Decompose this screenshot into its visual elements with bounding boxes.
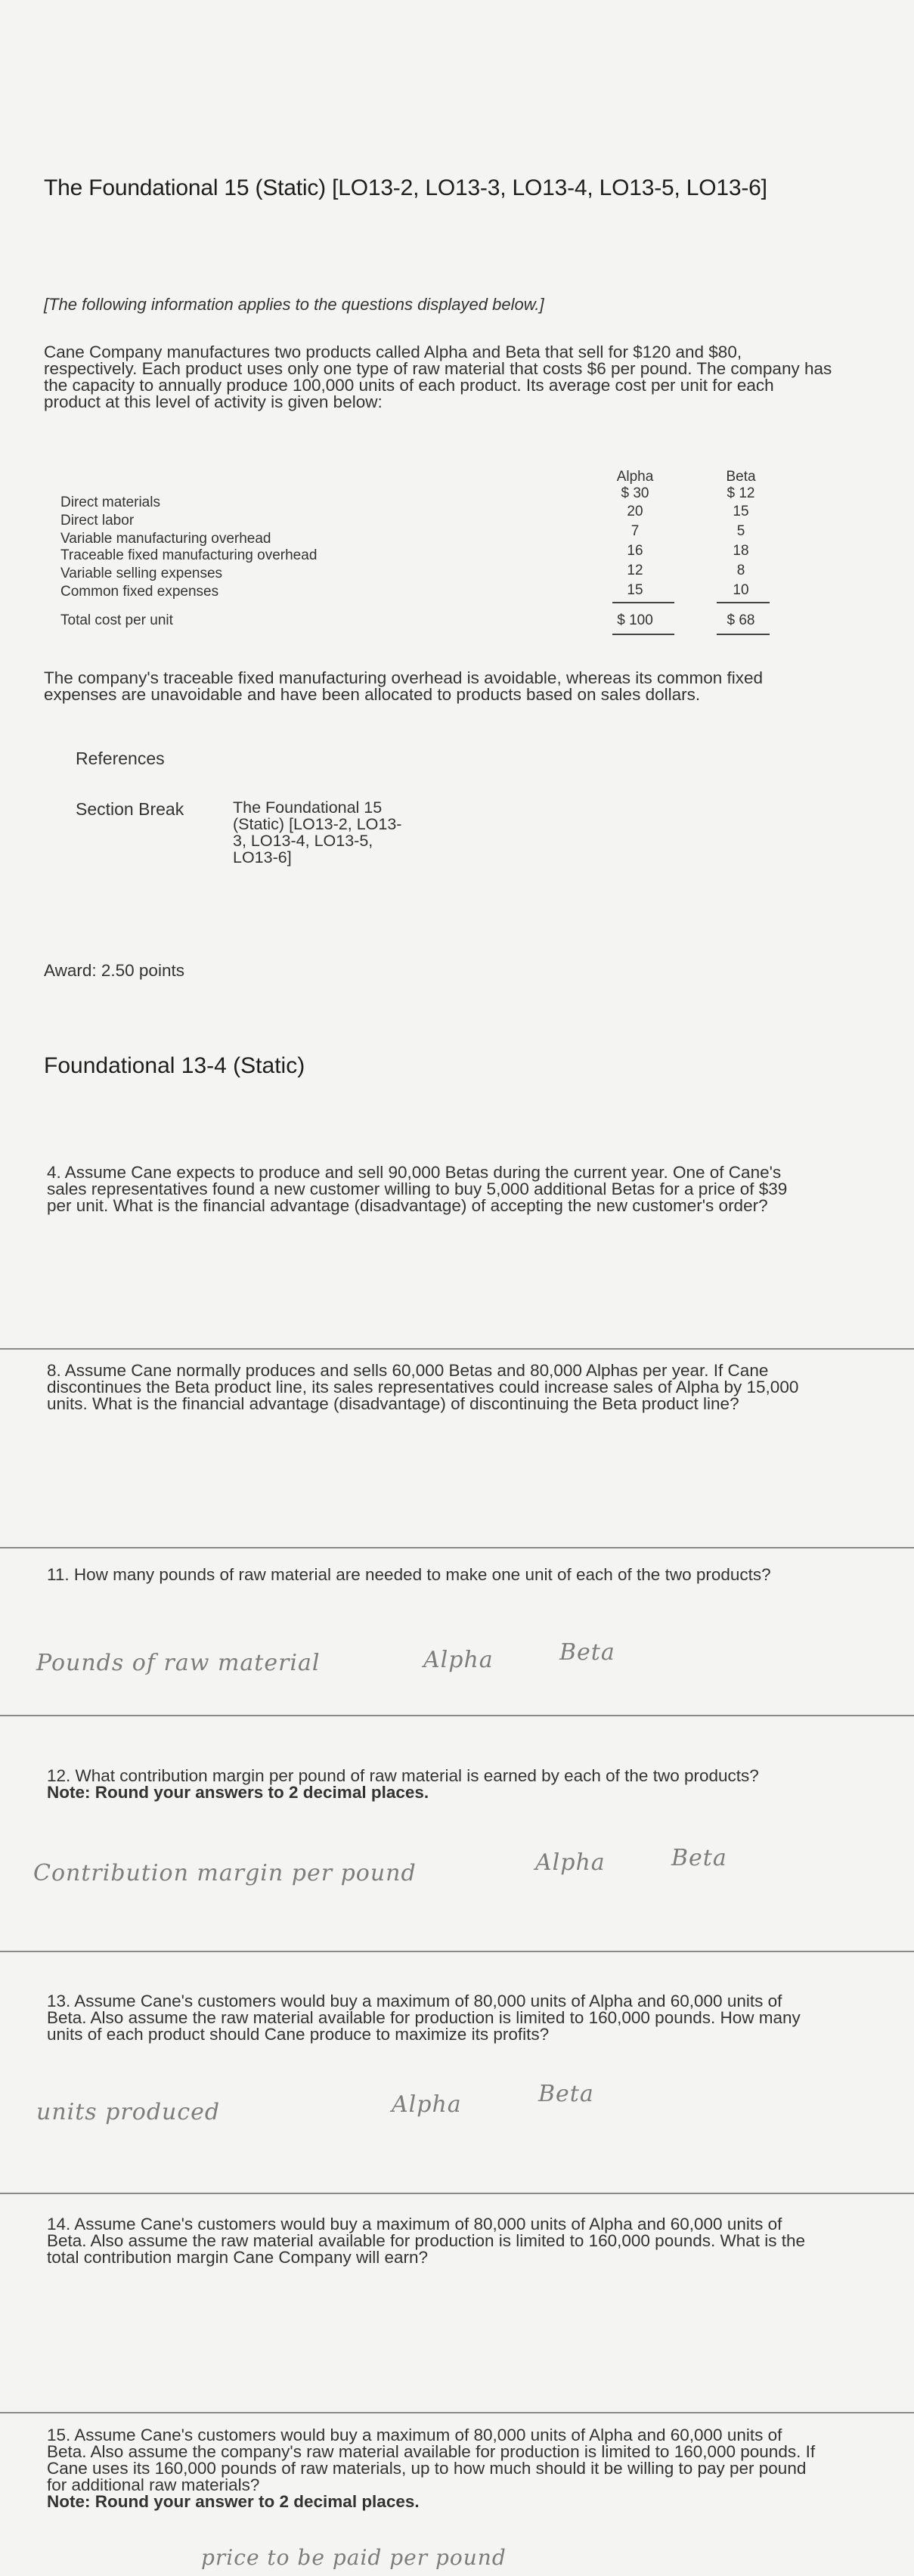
divider <box>0 1951 914 1952</box>
question-11 <box>47 1567 871 1583</box>
cost-row <box>60 543 749 563</box>
section-break-line: LO13-6] <box>233 848 292 866</box>
section-break-title <box>233 799 429 866</box>
subtotal-rule-alpha <box>612 602 674 603</box>
closing-line: expenses are unavoidable and have been allocated to products based on sales dollars. <box>44 685 701 704</box>
handwritten-q13-alpha: Alpha <box>392 2091 462 2118</box>
award-points: Award: 2.50 points <box>44 961 184 980</box>
cost-row-beta: 10 <box>733 582 749 598</box>
cost-row <box>60 582 749 602</box>
handwritten-q11-beta: Beta <box>559 1639 615 1666</box>
total-rule-beta <box>717 634 770 635</box>
question-line: 12. What contribution margin per pound of raw material is earned by each of the two products? <box>47 1766 759 1785</box>
question-8 <box>47 1362 871 1412</box>
handwritten-q12-beta: Beta <box>671 1845 727 1871</box>
divider <box>0 2412 914 2413</box>
col-alpha-header: Alpha <box>616 469 654 485</box>
question-line: Beta. Also assume the company's raw material available for production is limited to 160,000 pounds. If <box>47 2442 816 2461</box>
handwritten-q13-beta: Beta <box>538 2081 594 2107</box>
cost-row-alpha: 16 <box>627 543 643 559</box>
cost-row <box>60 504 749 529</box>
handwritten-q11-label: Pounds of raw material <box>36 1650 321 1676</box>
cost-row-label: Common fixed expenses <box>60 584 219 600</box>
intro-line: respectively. Each product uses only one type of raw material that costs $6 per pound. The company has <box>44 359 832 378</box>
cost-row-label: Variable selling expenses <box>60 566 223 581</box>
intro-line: the capacity to annually produce 100,000 units of each product. Its average cost per unit for each <box>44 376 774 395</box>
question-note: Note: Round your answers to 2 decimal places. <box>47 1783 429 1802</box>
handwritten-q13-label: units produced <box>36 2099 221 2125</box>
divider <box>0 2193 914 2194</box>
cost-row-label: Direct labor <box>60 513 135 529</box>
intro-note: [The following information applies to the questions displayed below.] <box>44 295 544 314</box>
intro-line: product at this level of activity is given below: <box>44 392 383 411</box>
cost-row-alpha: 20 <box>627 504 643 519</box>
cost-total-beta: $ 68 <box>727 612 755 628</box>
handwritten-q11-alpha: Alpha <box>423 1647 494 1673</box>
question-line: Cane uses its 160,000 pounds of raw materials, up to how much should it be willing to pay per pound <box>47 2459 807 2478</box>
section-break-line: (Static) [LO13-2, LO13- <box>233 815 402 833</box>
page-title: The Foundational 15 (Static) [LO13-2, LO13-3, LO13-4, LO13-5, LO13-6] <box>44 175 767 200</box>
question-line: for additional raw materials? <box>47 2475 260 2494</box>
cost-row-beta: 15 <box>733 504 749 519</box>
question-line: 8. Assume Cane normally produces and sells 60,000 Betas and 80,000 Alphas per year. If Cane <box>47 1361 769 1380</box>
question-15 <box>47 2427 871 2510</box>
question-13 <box>47 1993 871 2043</box>
divider <box>0 1547 914 1548</box>
cost-row <box>60 485 755 510</box>
question-line: 15. Assume Cane's customers would buy a maximum of 80,000 units of Alpha and 60,000 units of <box>47 2426 782 2444</box>
question-note: Note: Round your answer to 2 decimal places. <box>47 2492 420 2511</box>
question-4 <box>47 1164 871 1214</box>
question-line: discontinues the Beta product line, its sales representatives could increase sales of Alpha by 15,000 <box>47 1378 799 1396</box>
cost-total-row <box>60 612 755 632</box>
cost-row-label: Traceable fixed manufacturing overhead <box>60 547 318 563</box>
question-14 <box>47 2216 871 2266</box>
handwritten-q12-alpha: Alpha <box>535 1849 606 1876</box>
question-line: 14. Assume Cane's customers would buy a maximum of 80,000 units of Alpha and 60,000 units of <box>47 2215 782 2233</box>
cost-row-alpha: $ 30 <box>621 485 649 501</box>
cost-row-beta: 18 <box>733 543 749 559</box>
cost-row-beta: 8 <box>736 563 745 578</box>
cost-row <box>60 563 745 582</box>
cost-row-beta: 5 <box>736 523 745 539</box>
subtotal-rule-beta <box>717 602 770 603</box>
section-break-line: The Foundational 15 <box>233 798 383 817</box>
question-12 <box>47 1768 871 1801</box>
cost-row <box>60 523 745 547</box>
section-subtitle: Foundational 13-4 (Static) <box>44 1053 305 1078</box>
cost-total-label: Total cost per unit <box>60 612 173 628</box>
cost-row-alpha: 15 <box>627 582 643 598</box>
question-line: 13. Assume Cane's customers would buy a maximum of 80,000 units of Alpha and 60,000 units of <box>47 1992 782 2010</box>
question-line: 11. How many pounds of raw material are needed to make one unit of each of the two products? <box>47 1565 771 1584</box>
handwritten-q12-label: Contribution margin per pound <box>33 1860 417 1886</box>
question-line: total contribution margin Cane Company will earn? <box>47 2248 429 2267</box>
intro-line: Cane Company manufactures two products called Alpha and Beta that sell for $120 and $80, <box>44 343 742 361</box>
closing-line: The company's traceable fixed manufacturing overhead is avoidable, whereas its common fixed <box>44 668 764 687</box>
intro-paragraph <box>44 344 883 411</box>
question-line: units. What is the financial advantage (disadvantage) of discontinuing the Beta product line? <box>47 1394 739 1413</box>
total-rule-alpha <box>612 634 674 635</box>
cost-row-beta: $ 12 <box>727 485 755 501</box>
question-line: units of each product should Cane produce to maximize its profits? <box>47 2025 550 2044</box>
section-break-line: 3, LO13-4, LO13-5, <box>233 832 373 850</box>
divider <box>0 1715 914 1716</box>
question-line: per unit. What is the financial advantage (disadvantage) of accepting the new customer's order? <box>47 1196 768 1215</box>
question-line: 4. Assume Cane expects to produce and sell 90,000 Betas during the current year. One of Cane's <box>47 1163 782 1182</box>
cost-row-alpha: 7 <box>631 523 640 539</box>
question-line: Beta. Also assume the raw material available for production is limited to 160,000 pounds. What is the <box>47 2231 806 2250</box>
handwritten-q15-label: price to be paid per pound <box>201 2545 507 2570</box>
question-line: sales representatives found a new customer willing to buy 5,000 additional Betas for a price of $39 <box>47 1180 788 1198</box>
cost-row-alpha: 12 <box>627 563 643 578</box>
cost-total-alpha: $ 100 <box>617 612 653 628</box>
section-break-label: Section Break <box>76 799 184 819</box>
closing-paragraph <box>44 670 845 703</box>
cost-row-label: Direct materials <box>60 494 160 510</box>
cost-row-label: Variable manufacturing overhead <box>60 531 271 547</box>
question-line: Beta. Also assume the raw material available for production is limited to 160,000 pounds. How many <box>47 2008 801 2027</box>
references-link[interactable]: References <box>76 749 165 768</box>
col-beta-header: Beta <box>726 469 756 485</box>
divider <box>0 1348 914 1350</box>
